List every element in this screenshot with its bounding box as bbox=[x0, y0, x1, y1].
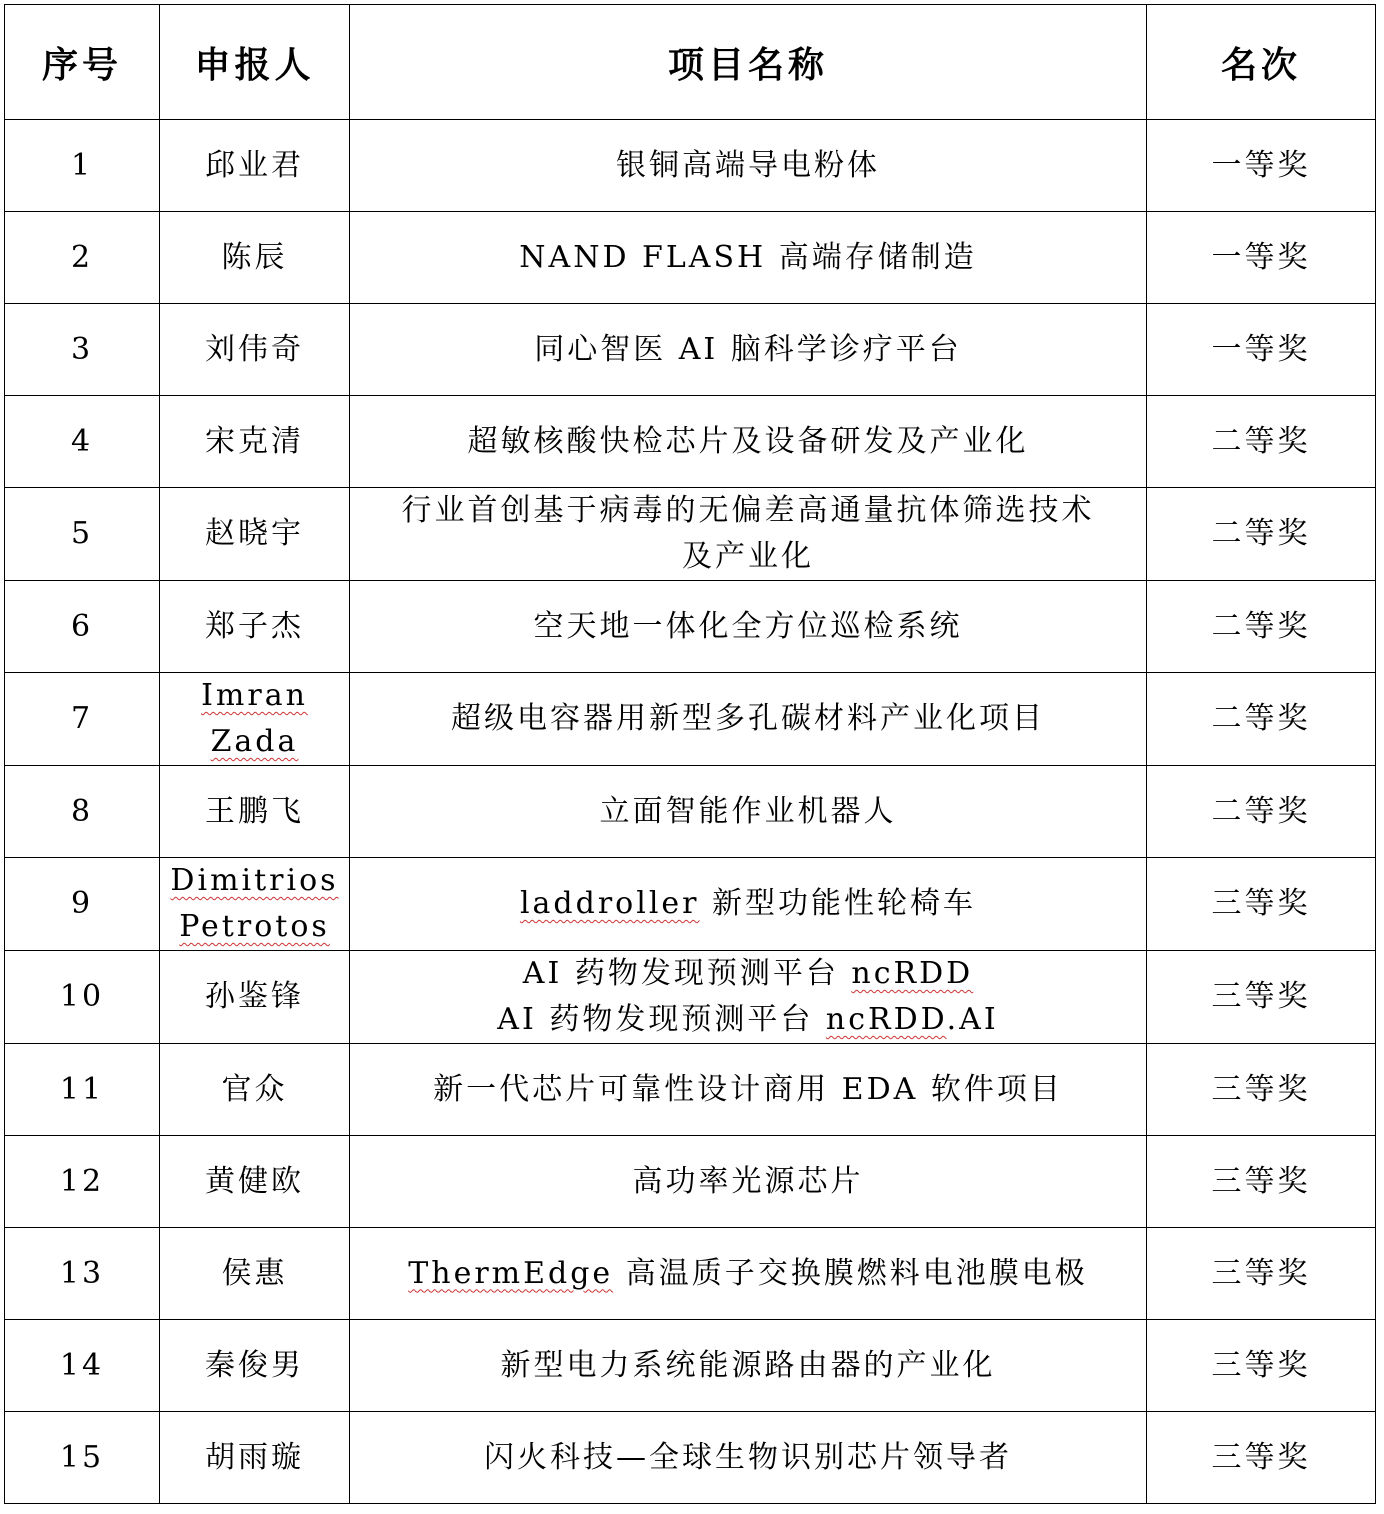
applicant-name-line: 赵晓宇 bbox=[205, 516, 304, 551]
cell-no: 10 bbox=[5, 951, 160, 1044]
cell-applicant bbox=[160, 1228, 350, 1320]
header-no: 序号 bbox=[5, 5, 160, 120]
cell-no: 12 bbox=[5, 1136, 160, 1228]
applicant-name-line: 王鹏飞 bbox=[205, 793, 304, 829]
cell-project bbox=[350, 1136, 1147, 1228]
applicant-name-line: 邱业君 bbox=[205, 147, 304, 183]
applicant-name-line: 秦俊男 bbox=[205, 1347, 304, 1383]
project-name-line: 闪火科技—全球生物识别芯片领导者 bbox=[484, 1439, 1012, 1475]
cell-project bbox=[350, 766, 1147, 858]
project-name-line: ThermEdge 高温质子交换膜燃料电池膜电极 bbox=[408, 1255, 1088, 1291]
applicant-name-line: 陈辰 bbox=[221, 239, 288, 275]
cell-rank: 三等奖 bbox=[1147, 1228, 1376, 1320]
cell-no: 9 bbox=[5, 858, 160, 951]
table-body bbox=[5, 120, 1376, 1504]
table-row bbox=[5, 1412, 1376, 1504]
table-row bbox=[5, 1136, 1376, 1228]
cell-project bbox=[350, 581, 1147, 673]
table-row bbox=[5, 120, 1376, 212]
project-name-line: laddroller 新型功能性轮椅车 bbox=[519, 886, 977, 921]
cell-project bbox=[350, 120, 1147, 212]
cell-project bbox=[350, 673, 1147, 766]
table-row bbox=[5, 951, 1376, 1044]
cell-applicant bbox=[160, 1412, 350, 1504]
cell-project bbox=[350, 858, 1147, 951]
table-row bbox=[5, 581, 1376, 673]
cell-rank: 二等奖 bbox=[1147, 488, 1376, 581]
cell-project bbox=[350, 1412, 1147, 1504]
cell-rank: 一等奖 bbox=[1147, 212, 1376, 304]
applicant-name-line: 侯惠 bbox=[221, 1255, 288, 1291]
cell-project bbox=[350, 1320, 1147, 1412]
cell-no: 5 bbox=[5, 488, 160, 581]
project-name-line: 新一代芯片可靠性设计商用 EDA 软件项目 bbox=[433, 1071, 1063, 1107]
table-row bbox=[5, 766, 1376, 858]
cell-applicant bbox=[160, 120, 350, 212]
cell-no: 4 bbox=[5, 396, 160, 488]
cell-applicant bbox=[160, 858, 350, 951]
cell-no: 11 bbox=[5, 1044, 160, 1136]
cell-project bbox=[350, 396, 1147, 488]
cell-no: 1 bbox=[5, 120, 160, 212]
cell-rank: 一等奖 bbox=[1147, 304, 1376, 396]
project-name-line: NAND FLASH 高端存储制造 bbox=[519, 239, 977, 275]
project-name-line: 空天地一体化全方位巡检系统 bbox=[533, 608, 963, 644]
applicant-name-line: 孙鉴锋 bbox=[205, 979, 304, 1014]
cell-no: 13 bbox=[5, 1228, 160, 1320]
project-name-line: 超级电容器用新型多孔碳材料产业化项目 bbox=[451, 701, 1045, 736]
cell-rank: 一等奖 bbox=[1147, 120, 1376, 212]
cell-project bbox=[350, 951, 1147, 1044]
project-name-line: 立面智能作业机器人 bbox=[599, 793, 897, 829]
applicant-name-line: Imran bbox=[201, 678, 308, 713]
table-row bbox=[5, 1320, 1376, 1412]
cell-project bbox=[350, 1228, 1147, 1320]
cell-rank: 三等奖 bbox=[1147, 1320, 1376, 1412]
cell-rank: 二等奖 bbox=[1147, 396, 1376, 488]
cell-applicant bbox=[160, 488, 350, 581]
cell-rank: 二等奖 bbox=[1147, 581, 1376, 673]
table-row bbox=[5, 858, 1376, 951]
cell-no: 15 bbox=[5, 1412, 160, 1504]
table-row bbox=[5, 673, 1376, 766]
cell-applicant bbox=[160, 1136, 350, 1228]
cell-rank: 三等奖 bbox=[1147, 858, 1376, 951]
cell-applicant bbox=[160, 304, 350, 396]
applicant-name-line: Petrotos bbox=[179, 909, 330, 944]
cell-rank: 二等奖 bbox=[1147, 673, 1376, 766]
cell-applicant bbox=[160, 766, 350, 858]
table-row bbox=[5, 212, 1376, 304]
project-name-line: 高功率光源芯片 bbox=[632, 1163, 864, 1199]
table-row bbox=[5, 488, 1376, 581]
project-name-line: AI 药物发现预测平台 ncRDD bbox=[522, 956, 974, 991]
cell-no: 3 bbox=[5, 304, 160, 396]
header-rank: 名次 bbox=[1147, 5, 1376, 120]
cell-project bbox=[350, 488, 1147, 581]
cell-applicant bbox=[160, 212, 350, 304]
cell-no: 14 bbox=[5, 1320, 160, 1412]
cell-applicant bbox=[160, 951, 350, 1044]
project-name-line: 新型电力系统能源路由器的产业化 bbox=[500, 1347, 996, 1383]
project-name-line: 超敏核酸快检芯片及设备研发及产业化 bbox=[467, 423, 1029, 459]
project-name-line: 行业首创基于病毒的无偏差高通量抗体筛选技术 bbox=[401, 493, 1095, 528]
applicant-name-line: Dimitrios bbox=[170, 863, 339, 898]
applicant-name-line: Zada bbox=[210, 724, 299, 759]
cell-applicant bbox=[160, 1044, 350, 1136]
applicant-name-line: 官众 bbox=[221, 1071, 288, 1107]
header-project: 项目名称 bbox=[350, 5, 1147, 120]
project-name-line: 及产业化 bbox=[682, 539, 814, 574]
cell-no: 2 bbox=[5, 212, 160, 304]
table-row bbox=[5, 1044, 1376, 1136]
project-name-line: 同心智医 AI 脑科学诊疗平台 bbox=[534, 331, 962, 367]
applicant-name-line: 郑子杰 bbox=[205, 608, 304, 644]
applicant-name-line: 胡雨璇 bbox=[205, 1439, 304, 1475]
applicant-name-line: 刘伟奇 bbox=[205, 331, 304, 367]
cell-no: 8 bbox=[5, 766, 160, 858]
cell-applicant bbox=[160, 581, 350, 673]
cell-project bbox=[350, 1044, 1147, 1136]
table-row bbox=[5, 396, 1376, 488]
project-name-line: AI 药物发现预测平台 ncRDD.AI bbox=[497, 1002, 999, 1037]
cell-rank: 二等奖 bbox=[1147, 766, 1376, 858]
project-name-line: 银铜高端导电粉体 bbox=[616, 147, 880, 183]
applicant-name-line: 黄健欧 bbox=[205, 1163, 304, 1199]
cell-no: 7 bbox=[5, 673, 160, 766]
cell-rank: 三等奖 bbox=[1147, 1044, 1376, 1136]
cell-applicant bbox=[160, 396, 350, 488]
cell-project bbox=[350, 212, 1147, 304]
cell-rank: 三等奖 bbox=[1147, 1136, 1376, 1228]
cell-no: 6 bbox=[5, 581, 160, 673]
header-applicant: 申报人 bbox=[160, 5, 350, 120]
cell-rank: 三等奖 bbox=[1147, 1412, 1376, 1504]
cell-applicant bbox=[160, 673, 350, 766]
table-row bbox=[5, 304, 1376, 396]
cell-rank: 三等奖 bbox=[1147, 951, 1376, 1044]
cell-project bbox=[350, 304, 1147, 396]
cell-applicant bbox=[160, 1320, 350, 1412]
awards-table bbox=[4, 4, 1376, 1504]
applicant-name-line: 宋克清 bbox=[205, 423, 304, 459]
header-row bbox=[5, 5, 1376, 120]
table-row bbox=[5, 1228, 1376, 1320]
